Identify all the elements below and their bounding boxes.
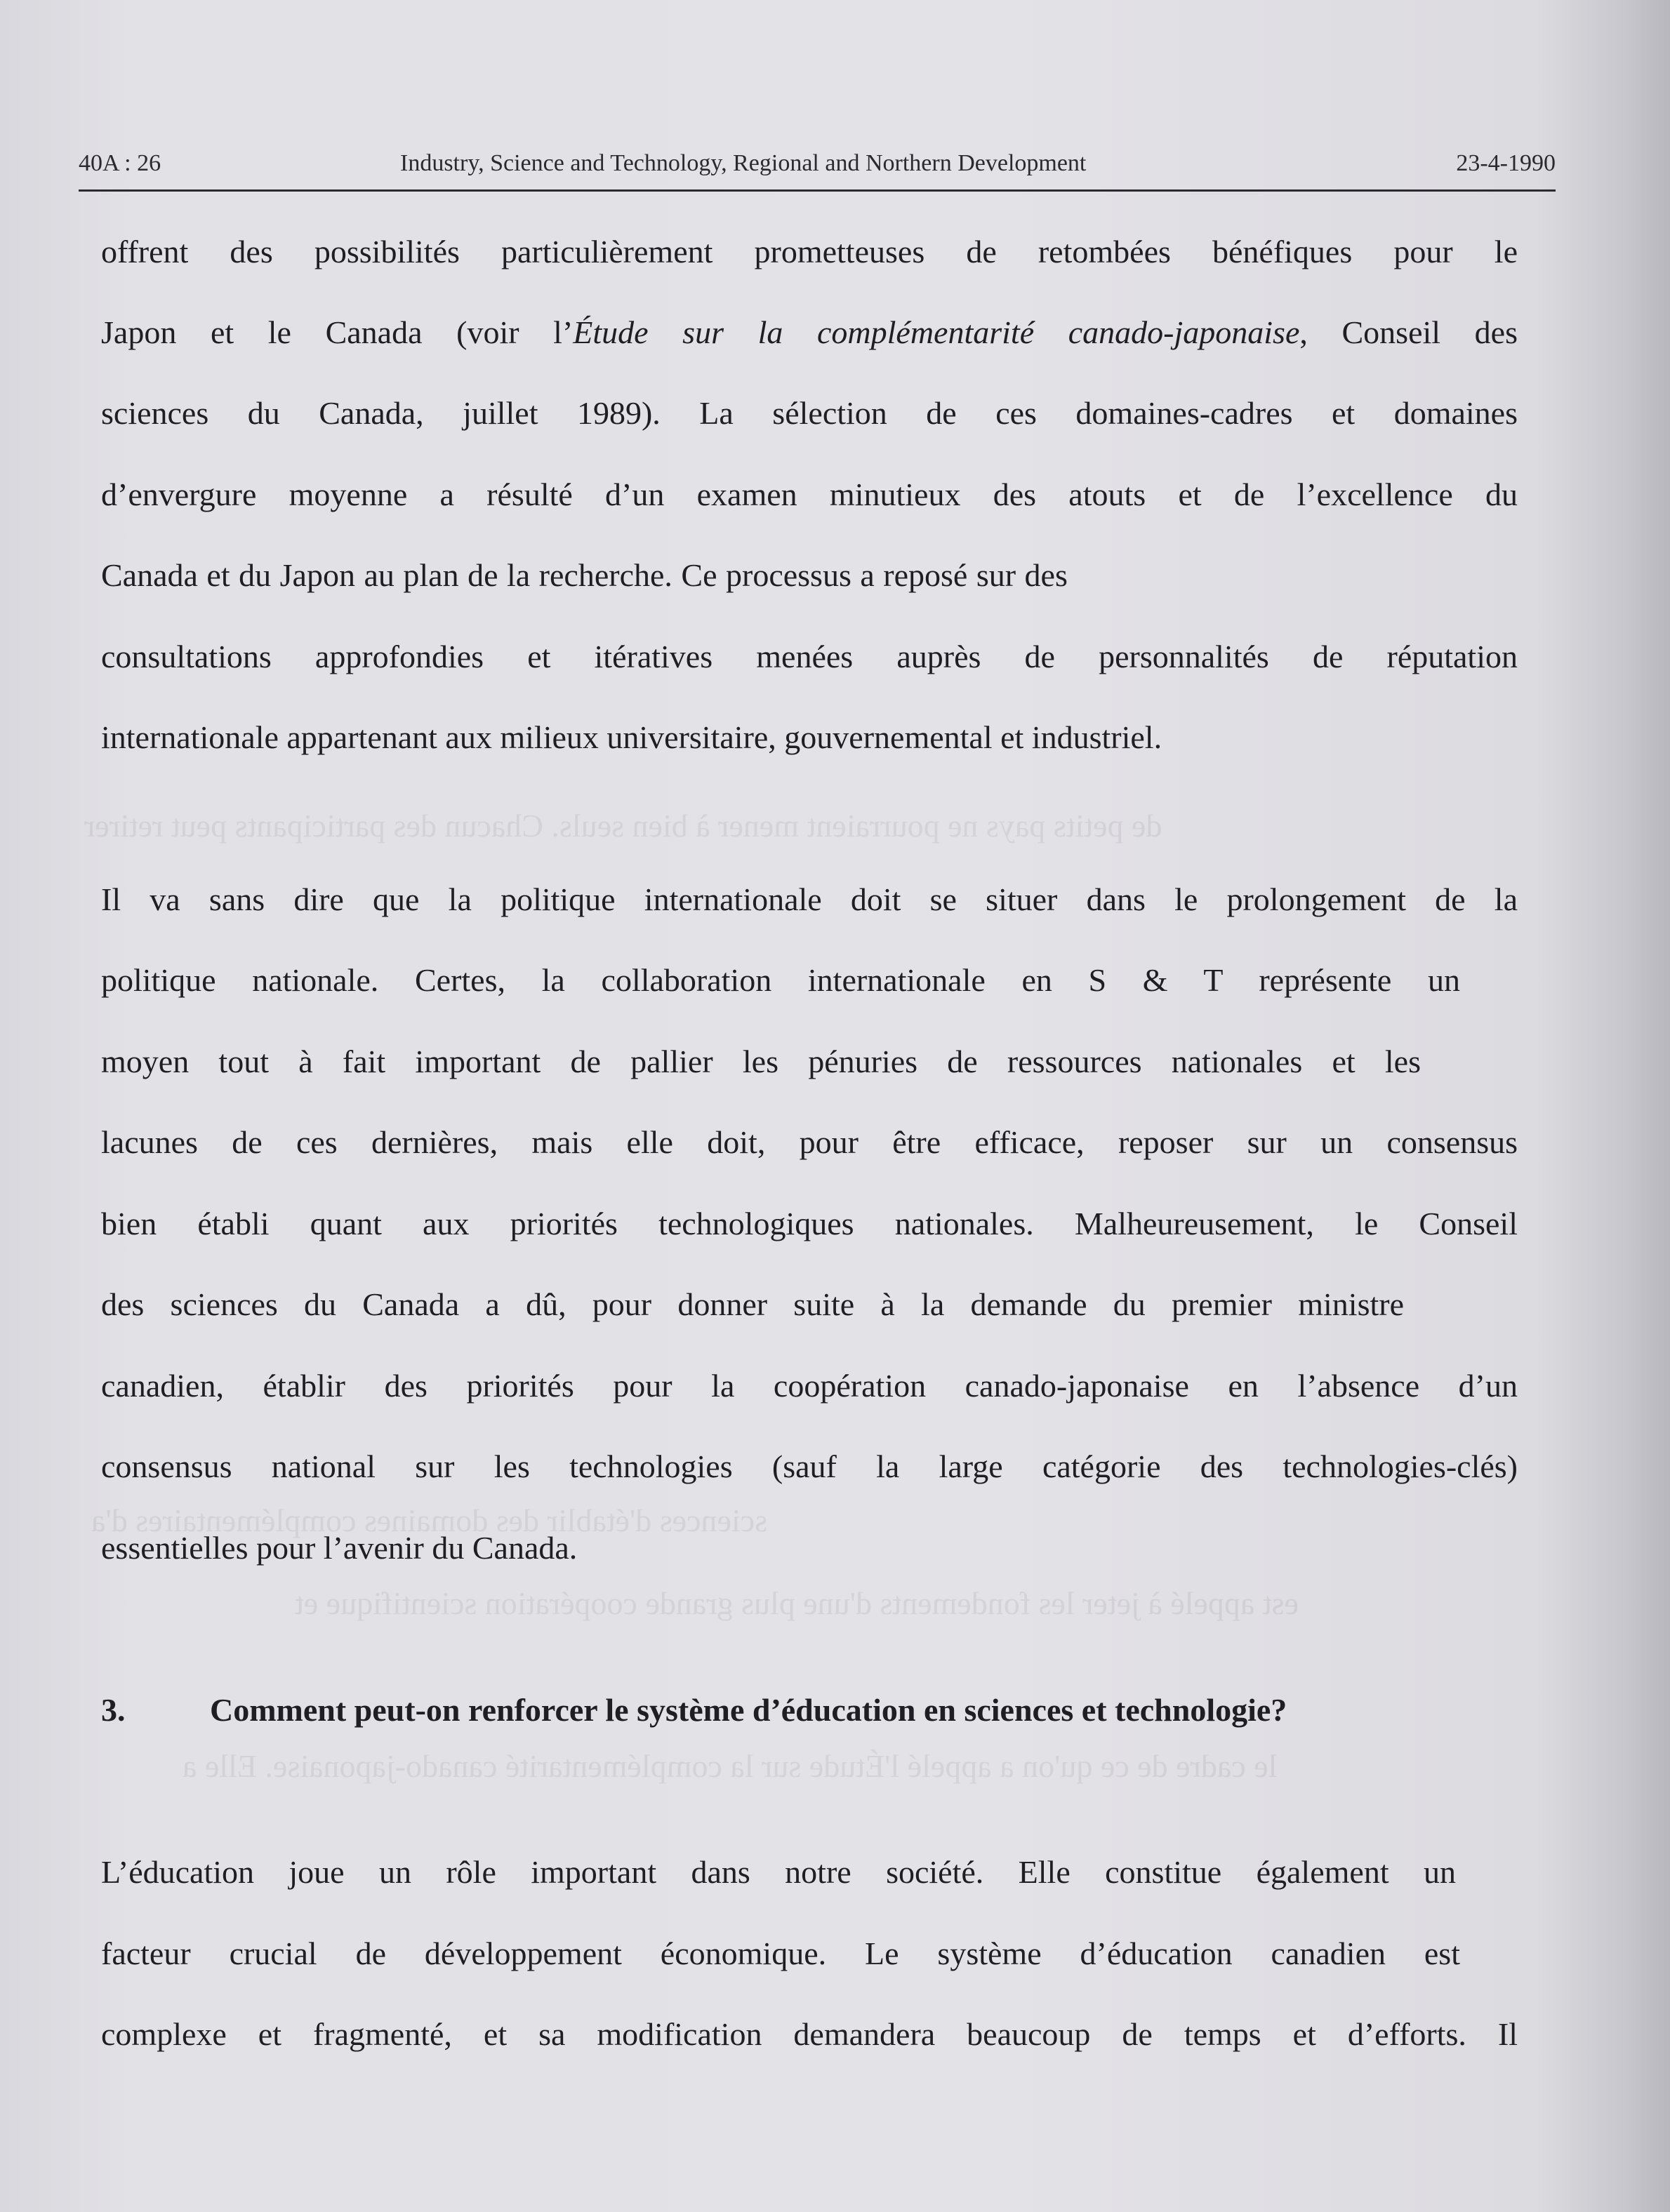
- paragraph-1-line-4: d’envergure moyenne a résulté d’un examen minutieux des atouts et de l’excellence du: [101, 477, 1518, 512]
- paragraph-2-line-5: bien établi quant aux priorités technologiques nationales. Malheureusement, le Conseil: [101, 1206, 1518, 1241]
- bleed-through-text: est appelé à jeter les fondements d'une plus grande coopération scientifique et: [295, 1585, 1299, 1621]
- line-text: Japon et le Canada (voir l’: [101, 314, 574, 350]
- paragraph-2-line-7: canadien, établir des priorités pour la coopération canado-japonaise en l’absence d’un: [101, 1368, 1518, 1404]
- paragraph-1-line-5: Canada et du Japon au plan de la recherche. Ce processus a reposé sur des: [101, 557, 1068, 593]
- paragraph-1-line-1: offrent des possibilités particulièrement prometteuses de retombées bénéfiques pour le: [101, 234, 1518, 269]
- page-reference: 40A : 26: [79, 150, 161, 176]
- paragraph-2-line-1: Il va sans dire que la politique internationale doit se situer dans le prolongement de la: [101, 881, 1518, 917]
- paragraph-3-line-3: complexe et fragmenté, et sa modification demandera beaucoup de temps et d’efforts. Il: [101, 2016, 1518, 2052]
- running-header: [79, 146, 1556, 187]
- paragraph-3-line-1: L’éducation joue un rôle important dans notre société. Elle constitue également un: [101, 1854, 1456, 1890]
- section-number: 3.: [101, 1692, 126, 1728]
- bleed-through-text: sciences d'établir des domaines complémentaires d'a: [91, 1503, 768, 1538]
- paragraph-1-line-7: internationale appartenant aux milieux universitaire, gouvernemental et industriel.: [101, 719, 1162, 755]
- paragraph-2-line-9: essentielles pour l’avenir du Canada.: [101, 1530, 578, 1566]
- paragraph-2-line-8: consensus national sur les technologies (sauf la large catégorie des technologies-clés): [101, 1448, 1518, 1484]
- paragraph-2-line-2: politique nationale. Certes, la collaboration internationale en S & T représente un: [101, 962, 1460, 998]
- paragraph-2-line-3: moyen tout à fait important de pallier les pénuries de ressources nationales et les: [101, 1044, 1421, 1079]
- header-date: 23-4-1990: [1456, 150, 1556, 176]
- study-title: Étude sur la complémentarité canado-japonaise: [573, 314, 1300, 350]
- section-heading: Comment peut-on renforcer le système d’éducation en sciences et technologie?: [210, 1692, 1287, 1728]
- committee-name: Industry, Science and Technology, Regional and Northern Development: [400, 150, 1087, 176]
- paragraph-2-line-6: des sciences du Canada a dû, pour donner suite à la demande du premier ministre: [101, 1286, 1404, 1322]
- line-text: , Conseil des: [1299, 314, 1518, 350]
- header-rule: [79, 189, 1556, 192]
- paragraph-1-line-6: consultations approfondies et itératives menées auprès de personnalités de réputation: [101, 639, 1518, 674]
- paragraph-2-line-4: lacunes de ces dernières, mais elle doit, pour être efficace, reposer sur un consensus: [101, 1124, 1518, 1160]
- bleed-through-text: le cadre de ce qu'on a appelé l'Étude sur la complémentarité canado-japonaise. Elle a: [183, 1748, 1278, 1784]
- bleed-through-text: de petits pays ne pourraient mener à bien seuls. Chacun des participants peut retirer: [84, 808, 1162, 844]
- paragraph-1-line-2: [101, 312, 1518, 353]
- paragraph-3-line-2: facteur crucial de développement économique. Le système d’éducation canadien est: [101, 1936, 1460, 1971]
- paragraph-1-line-3: sciences du Canada, juillet 1989). La sélection de ces domaines-cadres et domaines: [101, 395, 1518, 431]
